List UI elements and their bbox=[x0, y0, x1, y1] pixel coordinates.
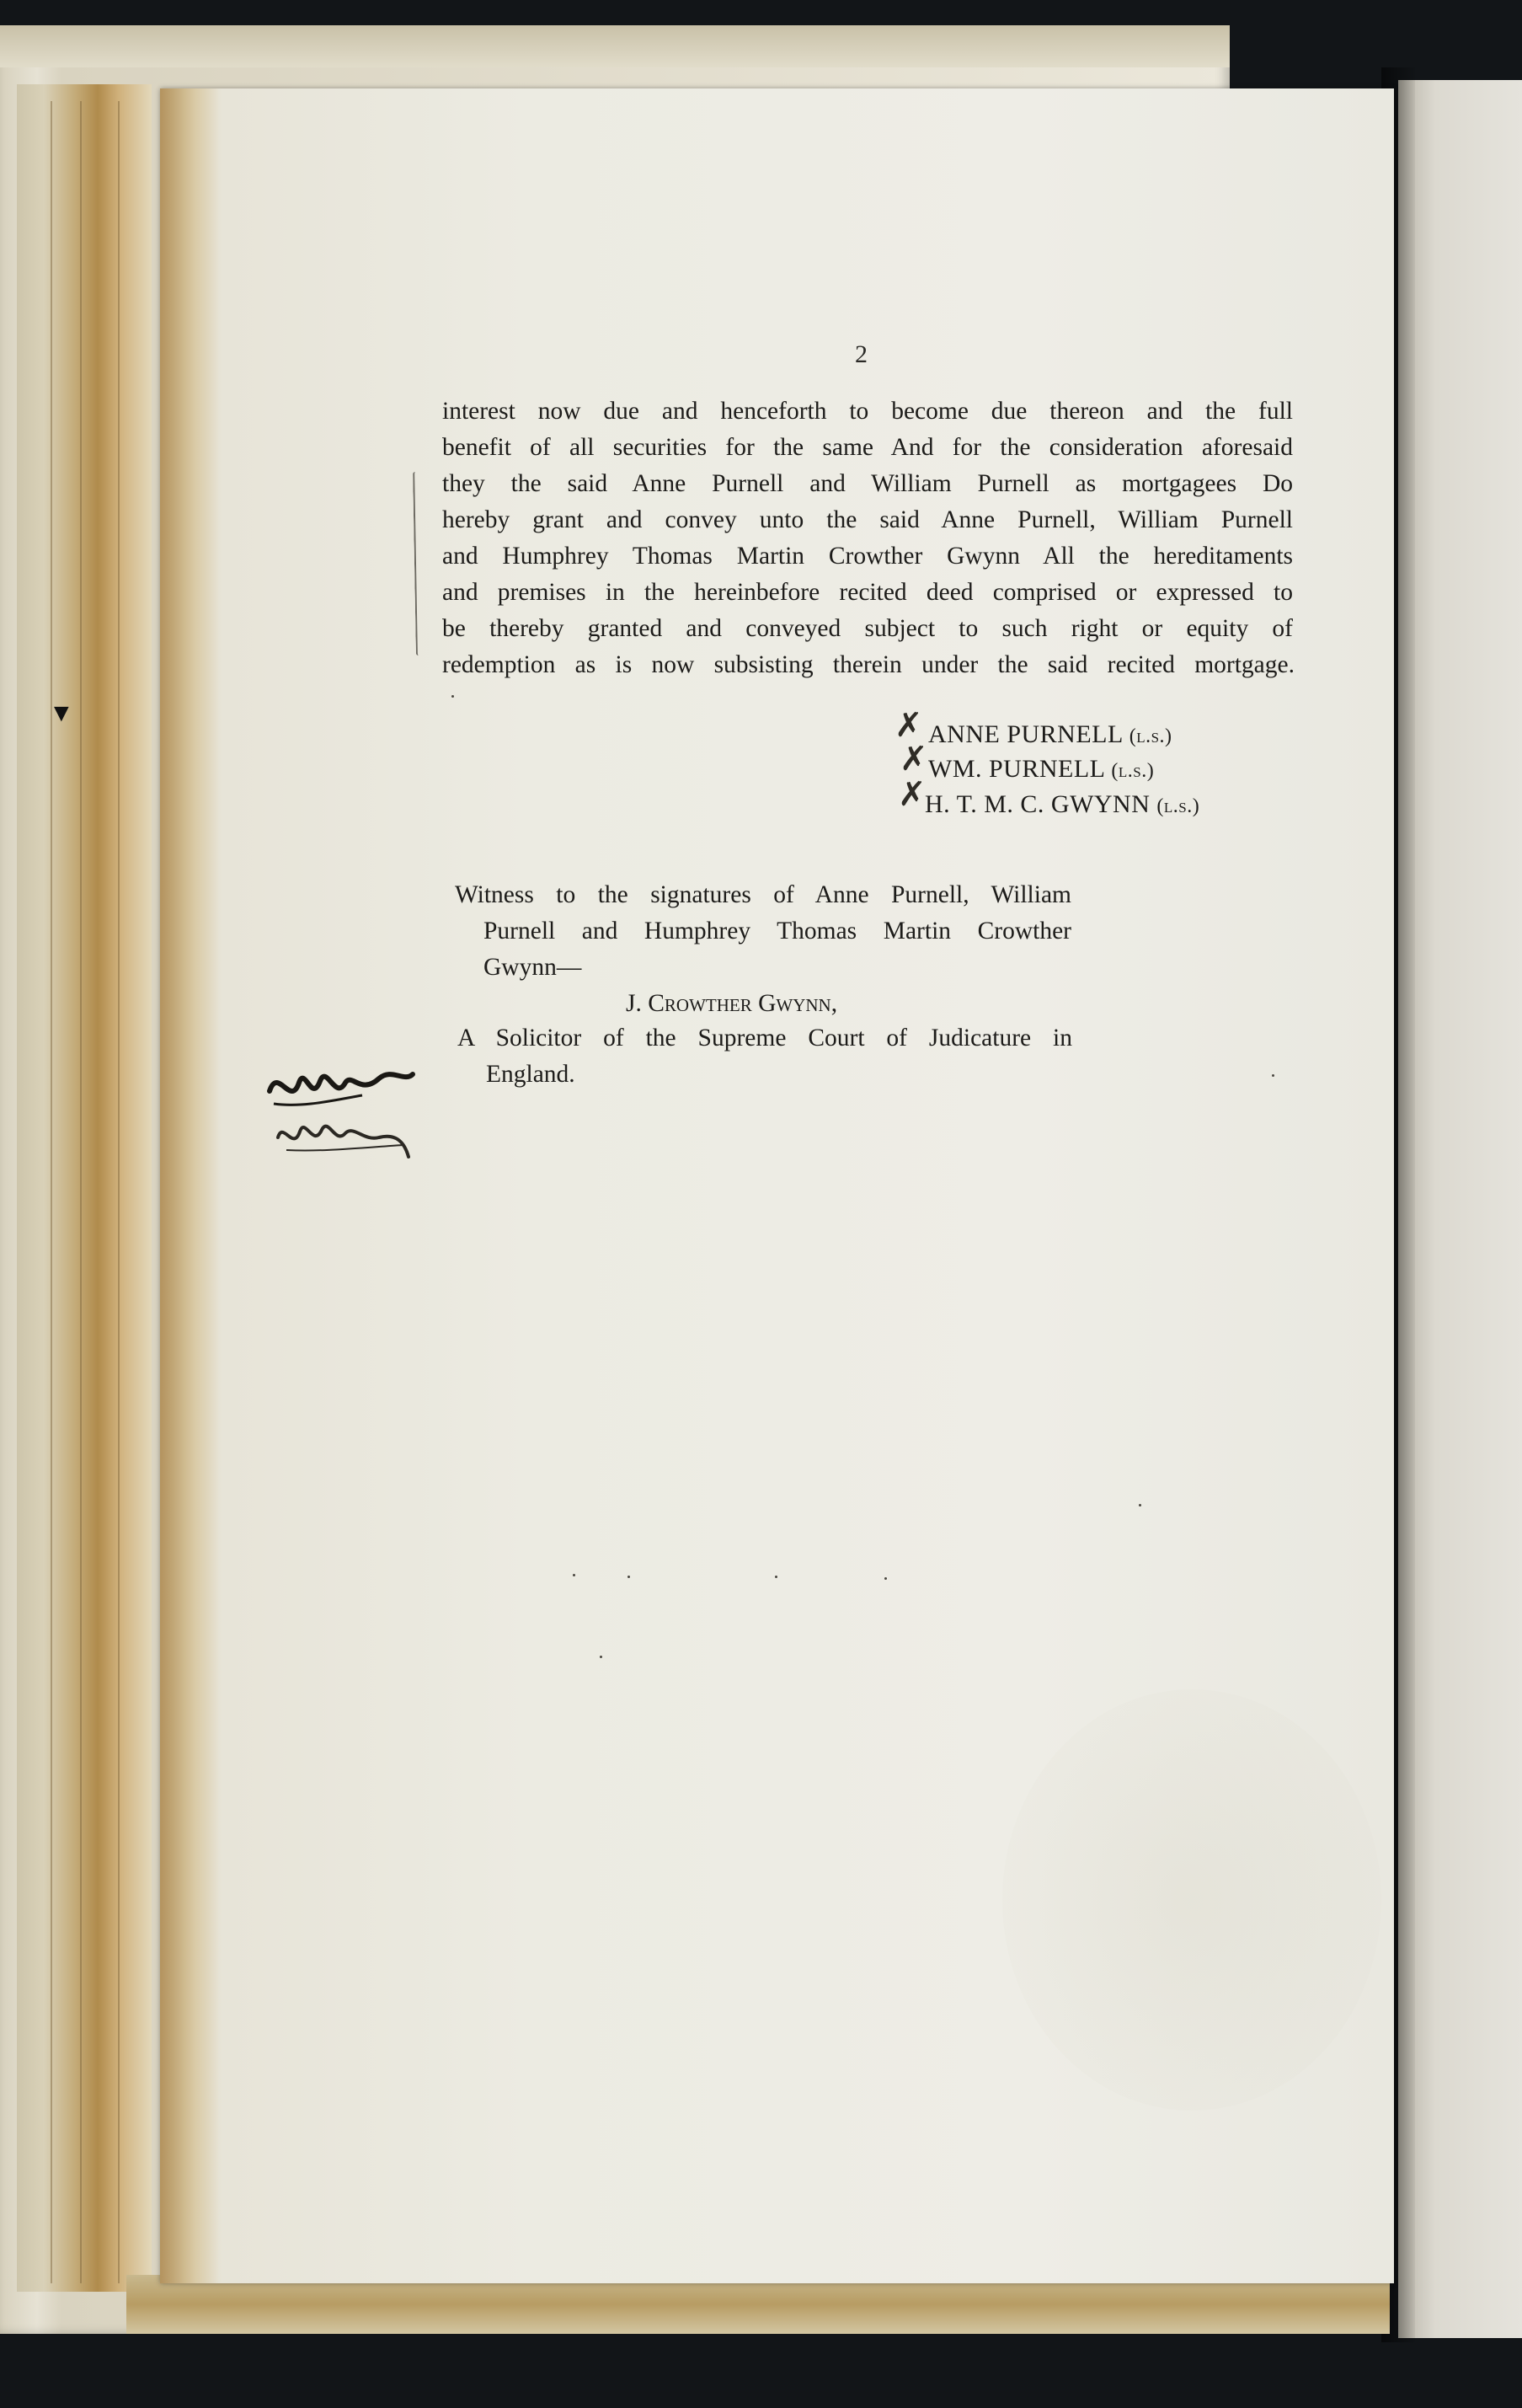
signatory-line bbox=[928, 718, 1172, 753]
ink-speck bbox=[600, 1656, 602, 1658]
signatory-name: ANNE PURNELL bbox=[928, 720, 1123, 748]
paragraph-line: interest now due and henceforth to become due thereon and the full bbox=[442, 398, 1293, 425]
signatory-name: WM. PURNELL bbox=[928, 755, 1105, 783]
seal-label: (l.s.) bbox=[1156, 795, 1200, 817]
witness-title-line: A Solicitor of the Supreme Court of Judicature in bbox=[457, 1025, 1072, 1051]
ink-speck bbox=[627, 1576, 630, 1578]
ink-speck bbox=[573, 1574, 575, 1576]
ink-speck bbox=[884, 1577, 887, 1580]
witness-line: Gwynn— bbox=[483, 954, 582, 981]
witness-title-line: England. bbox=[486, 1061, 575, 1088]
signatory-name: H. T. M. C. GWYNN bbox=[925, 790, 1151, 818]
ink-speck bbox=[775, 1576, 777, 1578]
signatory-line bbox=[925, 788, 1199, 823]
signatory-line bbox=[928, 752, 1154, 788]
signature-mark-icon: ✗ bbox=[895, 706, 923, 745]
paragraph-line: benefit of all securities for the same And for the consideration aforesaid bbox=[442, 434, 1293, 461]
paragraph-line: they the said Anne Purnell and William Purnell as mortgagees Do bbox=[442, 470, 1293, 497]
paragraph-line: and premises in the hereinbefore recited deed comprised or expressed to bbox=[442, 579, 1293, 606]
paragraph-line: be thereby granted and conveyed subject to such right or equity of bbox=[442, 615, 1293, 642]
ink-speck bbox=[1272, 1074, 1274, 1077]
signature-mark-icon: ✗ bbox=[898, 775, 927, 814]
witness-name: J. Crowther Gwynn, bbox=[626, 990, 838, 1017]
witness-line: Witness to the signatures of Anne Purnell, William bbox=[455, 881, 1071, 908]
signature-mark-icon: ✗ bbox=[900, 740, 928, 779]
paragraph-line: hereby grant and convey unto the said Anne Purnell, William Purnell bbox=[442, 506, 1293, 533]
seal-label: (l.s.) bbox=[1111, 760, 1155, 782]
seal-label: (l.s.) bbox=[1129, 725, 1172, 747]
ink-speck bbox=[1139, 1504, 1141, 1506]
paragraph-line: and Humphrey Thomas Martin Crowther Gwynn All the hereditaments bbox=[442, 543, 1293, 570]
binding-mark: ▼ bbox=[49, 699, 74, 727]
paragraph-line: redemption as is now subsisting therein under the said recited mortgage. bbox=[442, 651, 1295, 678]
handwritten-initials bbox=[253, 1057, 421, 1209]
margin-pencil-mark bbox=[413, 472, 421, 656]
page-number: 2 bbox=[855, 340, 868, 368]
ink-speck bbox=[451, 695, 454, 698]
witness-line: Purnell and Humphrey Thomas Martin Crowther bbox=[483, 918, 1071, 944]
